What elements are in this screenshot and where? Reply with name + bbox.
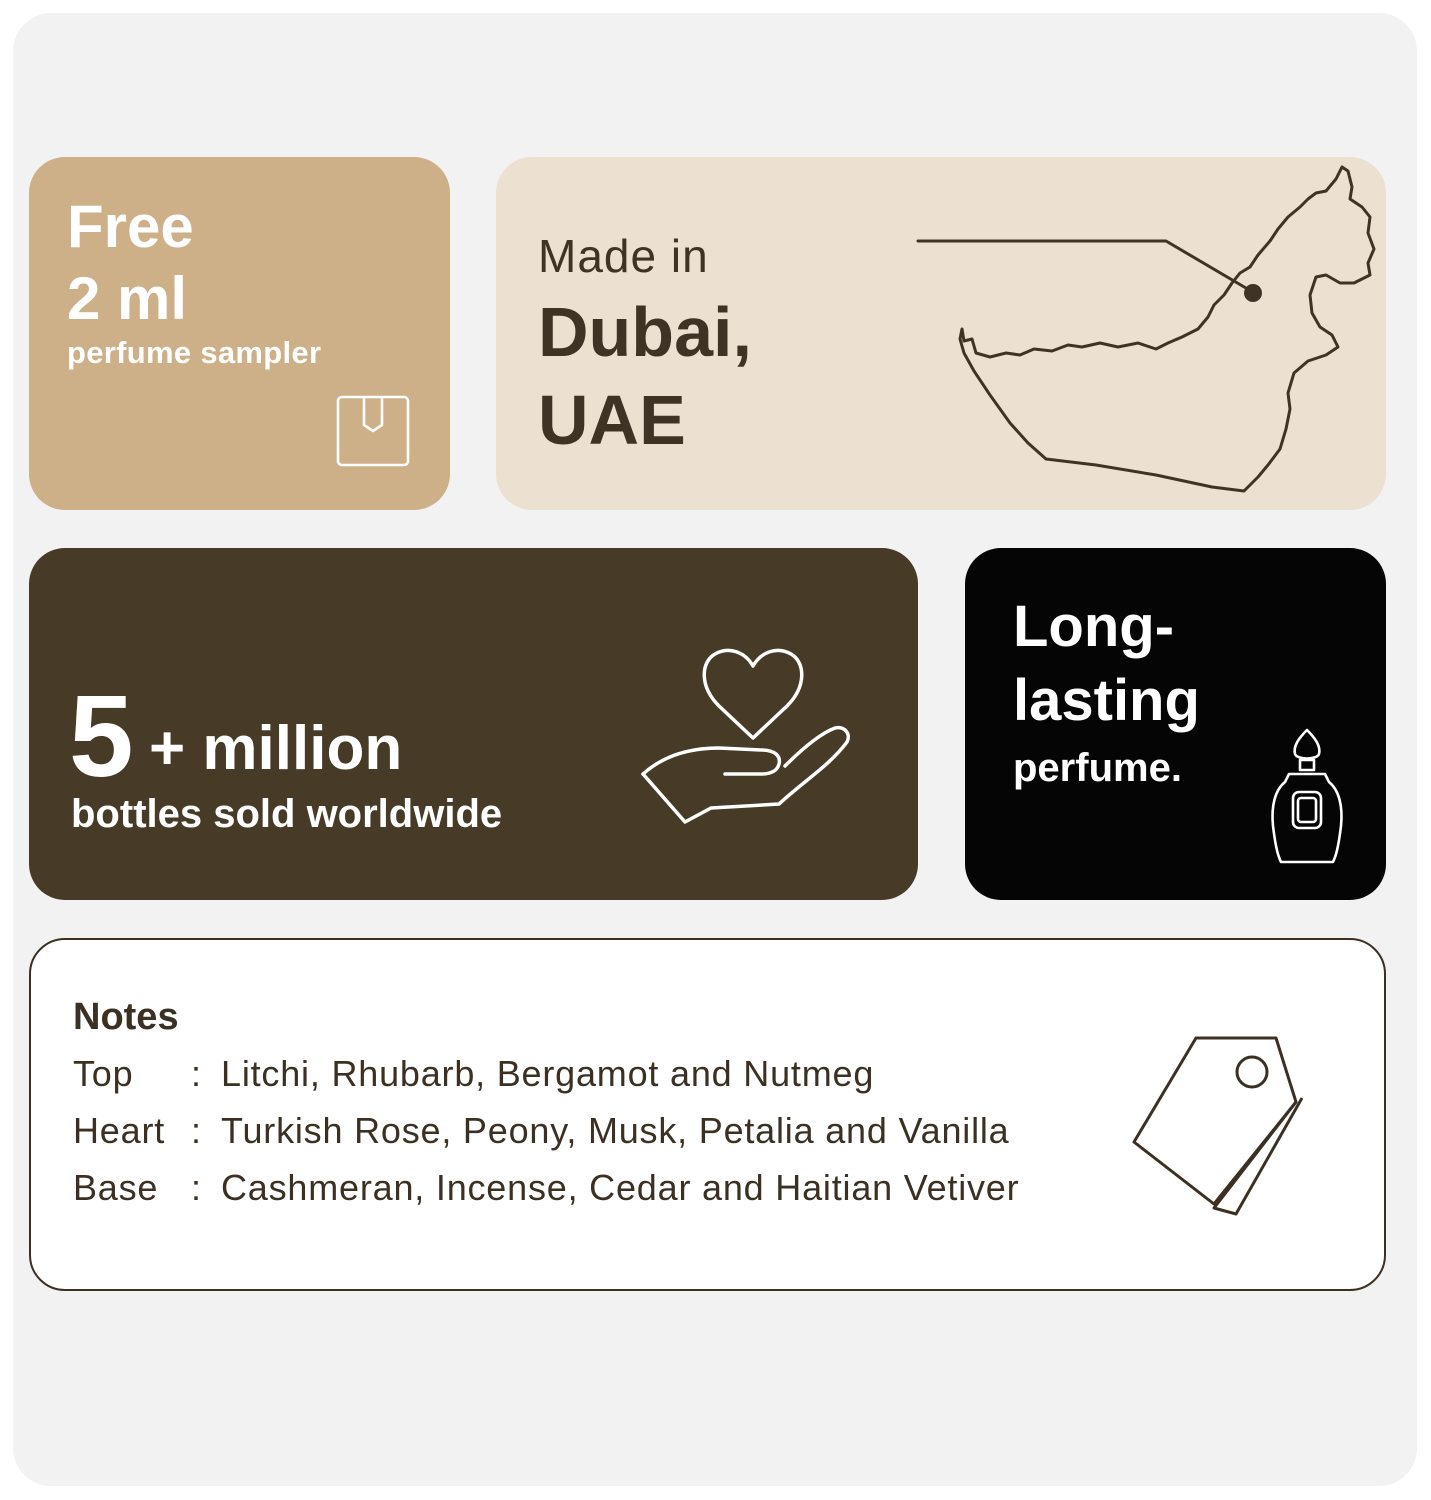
longevity-line-1: Long- xyxy=(1013,594,1175,659)
note-label: Heart xyxy=(73,1110,166,1151)
note-separator: : xyxy=(191,1110,202,1151)
sales-number: 5 xyxy=(69,671,134,801)
uae-map-icon xyxy=(906,157,1386,510)
price-tag-icon xyxy=(1126,1032,1306,1222)
sampler-size: 2 ml xyxy=(67,265,188,332)
longevity-line-3: perfume. xyxy=(1013,746,1182,790)
note-label: Base xyxy=(73,1167,159,1208)
longevity-line-2: lasting xyxy=(1013,668,1200,733)
long-lasting-card xyxy=(965,548,1386,900)
note-value: Cashmeran, Incense, Cedar and Haitian Vetiver xyxy=(221,1167,1020,1208)
origin-city: Dubai, xyxy=(538,293,752,371)
sampler-title: Free xyxy=(67,193,194,260)
sales-suffix: + million xyxy=(149,714,403,783)
package-box-icon xyxy=(336,395,410,467)
notes-row-top xyxy=(73,1053,875,1094)
heart-in-hand-icon xyxy=(629,616,859,846)
bottles-sold-card xyxy=(29,548,918,900)
notes-row-heart xyxy=(73,1110,1010,1151)
free-sampler-card xyxy=(29,157,450,510)
note-value: Turkish Rose, Peony, Musk, Petalia and Vanilla xyxy=(221,1110,1010,1151)
perfume-bottle-icon xyxy=(1267,726,1347,868)
notes-title: Notes xyxy=(73,996,179,1038)
origin-country: UAE xyxy=(538,381,686,459)
note-label: Top xyxy=(73,1053,134,1094)
made-in-label: Made in xyxy=(538,230,709,282)
fragrance-notes-card xyxy=(29,938,1386,1291)
note-value: Litchi, Rhubarb, Bergamot and Nutmeg xyxy=(221,1053,875,1094)
sales-subtitle: bottles sold worldwide xyxy=(71,792,503,836)
note-separator: : xyxy=(191,1167,202,1208)
sampler-subtitle: perfume sampler xyxy=(67,335,322,370)
note-separator: : xyxy=(191,1053,202,1094)
notes-row-base xyxy=(73,1167,1020,1208)
made-in-dubai-card xyxy=(496,157,1386,510)
